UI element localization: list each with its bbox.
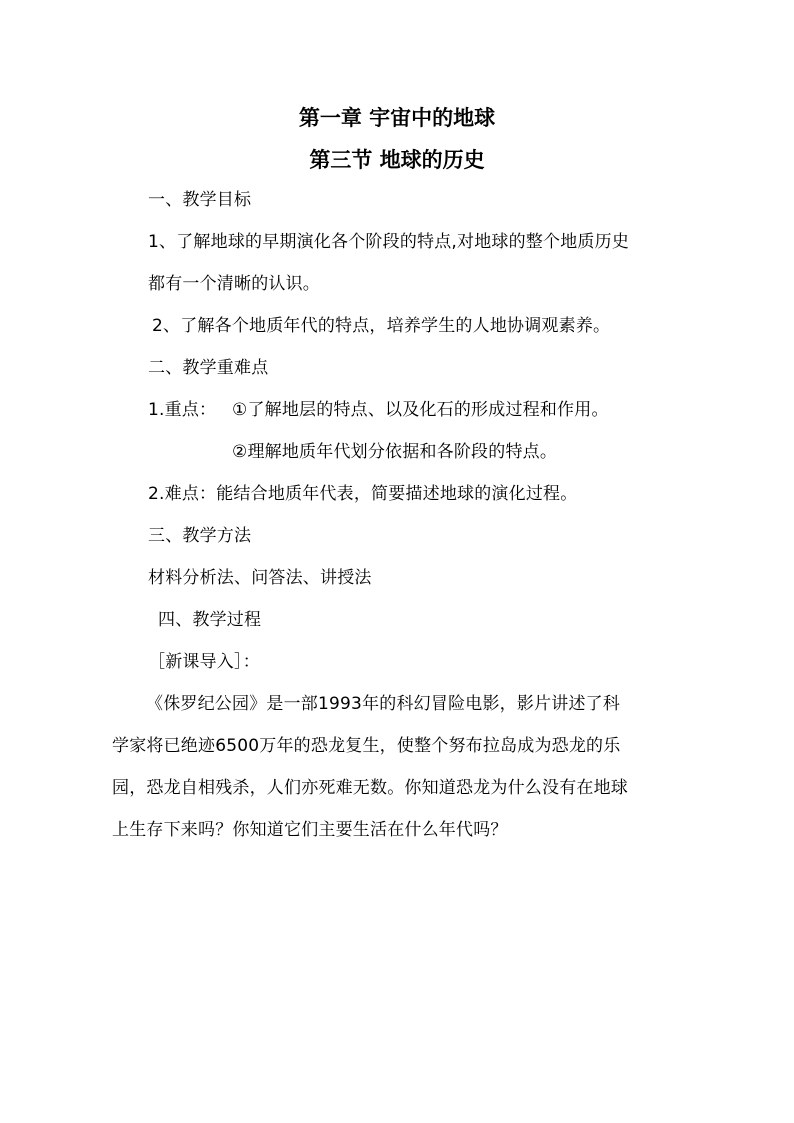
intro-line-2: 学家将已绝迹6500万年的恐龙复生，使整个努布拉岛成为恐龙的乐 [112, 736, 621, 756]
heading-objectives: 一、教学目标 [148, 190, 252, 210]
objective-1-line-2: 都有一个清晰的认识。 [148, 274, 320, 294]
key-point-1: ①了解地层的特点、以及化石的形成过程和作用。 [232, 400, 609, 420]
heading-methods: 三、教学方法 [148, 526, 252, 546]
section-title: 第三节 地球的历史 [309, 148, 485, 172]
methods: 材料分析法、问答法、讲授法 [148, 568, 372, 588]
objective-1-line-1: 1、了解地球的早期演化各个阶段的特点,对地球的整个地质历史 [148, 232, 630, 252]
key-point-2: ②理解地质年代划分依据和各阶段的特点。 [232, 442, 558, 462]
intro-line-1: 《侏罗纪公园》是一部1993年的科幻冒险电影，影片讲述了科 [146, 694, 621, 714]
intro-label: ［新课导入］： [148, 652, 260, 672]
objective-2: 2、了解各个地质年代的特点，培养学生的人地协调观素养。 [152, 316, 611, 336]
intro-line-4: 上生存下来吗？你知道它们主要生活在什么年代吗？ [112, 820, 508, 840]
heading-process: 四、教学过程 [158, 610, 262, 630]
difficulty: 2.难点：能结合地质年代表，简要描述地球的演化过程。 [148, 484, 578, 504]
chapter-title: 第一章 宇宙中的地球 [298, 106, 496, 130]
heading-key-points: 二、教学重难点 [148, 358, 269, 378]
intro-line-3: 园，恐龙自相残杀，人们亦死难无数。你知道恐龙为什么没有在地球 [112, 778, 628, 798]
key-point-label: 1.重点： [148, 400, 217, 420]
